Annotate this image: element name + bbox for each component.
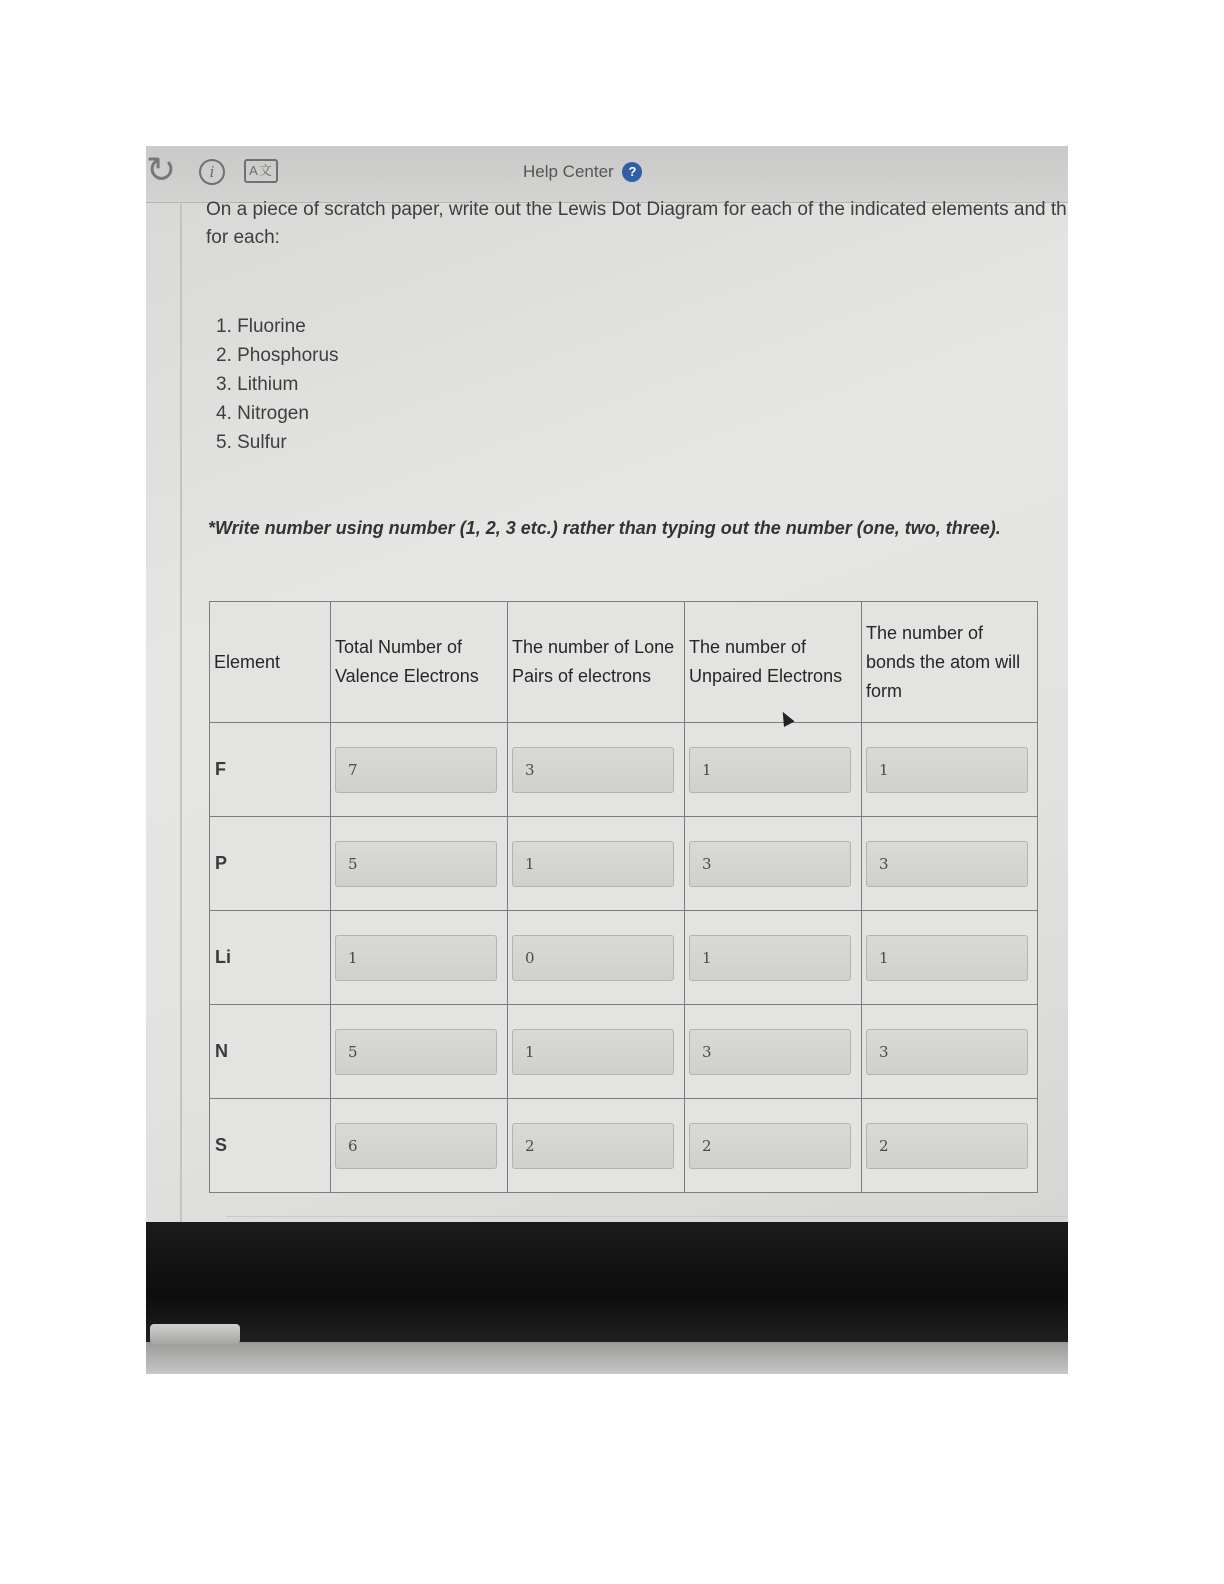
list-item: 3. Lithium <box>216 374 299 395</box>
element-list <box>216 312 339 457</box>
instructions-line-1: On a piece of scratch paper, write out the Lewis Dot Diagram for each of the indicated elements and th <box>206 199 1067 220</box>
lone-pairs-input[interactable] <box>512 747 674 793</box>
element-symbol: F <box>210 723 331 817</box>
table-header-row <box>210 602 1038 723</box>
table-row <box>210 1099 1038 1193</box>
bonds-input[interactable] <box>866 1123 1028 1169</box>
lone-pairs-input[interactable] <box>512 1029 674 1075</box>
bonds-input[interactable] <box>866 1029 1028 1075</box>
instructions-line-2: for each: <box>206 227 280 248</box>
bonds-input[interactable] <box>866 935 1028 981</box>
bonds-input[interactable] <box>866 747 1028 793</box>
table-row <box>210 723 1038 817</box>
lone-pairs-input[interactable] <box>512 841 674 887</box>
unpaired-input[interactable] <box>689 935 851 981</box>
list-item: 1. Fluorine <box>216 316 306 337</box>
header-bonds: The number of bonds the atom will form <box>862 602 1038 723</box>
translate-icon[interactable]: A文 <box>244 159 278 183</box>
laptop-bezel <box>146 1222 1068 1346</box>
valence-input[interactable] <box>335 1123 497 1169</box>
instructions <box>206 196 1068 252</box>
valence-input[interactable] <box>335 1029 497 1075</box>
bonds-input[interactable] <box>866 841 1028 887</box>
number-format-note: *Write number using number (1, 2, 3 etc.) rather than typing out the number (one, two, three). <box>208 518 1001 538</box>
content-divider <box>226 1216 1068 1217</box>
help-question-icon: ? <box>622 162 642 182</box>
unpaired-input[interactable] <box>689 1123 851 1169</box>
list-item: 2. Phosphorus <box>216 345 339 366</box>
table-row <box>210 817 1038 911</box>
header-element: Element <box>210 602 331 723</box>
info-icon[interactable]: i <box>199 159 225 185</box>
valence-input[interactable] <box>335 747 497 793</box>
unpaired-input[interactable] <box>689 1029 851 1075</box>
header-valence-electrons: Total Number of Valence Electrons <box>331 602 508 723</box>
help-center-link[interactable] <box>523 161 642 183</box>
header-unpaired-electrons: The number of Unpaired Electrons <box>685 602 862 723</box>
list-item: 4. Nitrogen <box>216 403 309 424</box>
screen-photo <box>146 146 1068 1374</box>
laptop-body-edge <box>146 1342 1068 1374</box>
unpaired-input[interactable] <box>689 747 851 793</box>
element-symbol: Li <box>210 911 331 1005</box>
lone-pairs-input[interactable] <box>512 935 674 981</box>
content-left-border <box>180 202 182 1222</box>
table-row <box>210 1005 1038 1099</box>
laptop-hinge <box>150 1324 240 1344</box>
element-symbol: S <box>210 1099 331 1193</box>
top-toolbar <box>146 146 1068 203</box>
answer-table <box>209 601 1038 1193</box>
help-center-label: Help Center <box>523 162 614 181</box>
element-symbol: N <box>210 1005 331 1099</box>
reload-icon[interactable]: ↻ <box>146 149 177 190</box>
table-row <box>210 911 1038 1005</box>
valence-input[interactable] <box>335 841 497 887</box>
header-lone-pairs: The number of Lone Pairs of electrons <box>508 602 685 723</box>
element-symbol: P <box>210 817 331 911</box>
lone-pairs-input[interactable] <box>512 1123 674 1169</box>
valence-input[interactable] <box>335 935 497 981</box>
unpaired-input[interactable] <box>689 841 851 887</box>
list-item: 5. Sulfur <box>216 432 287 453</box>
